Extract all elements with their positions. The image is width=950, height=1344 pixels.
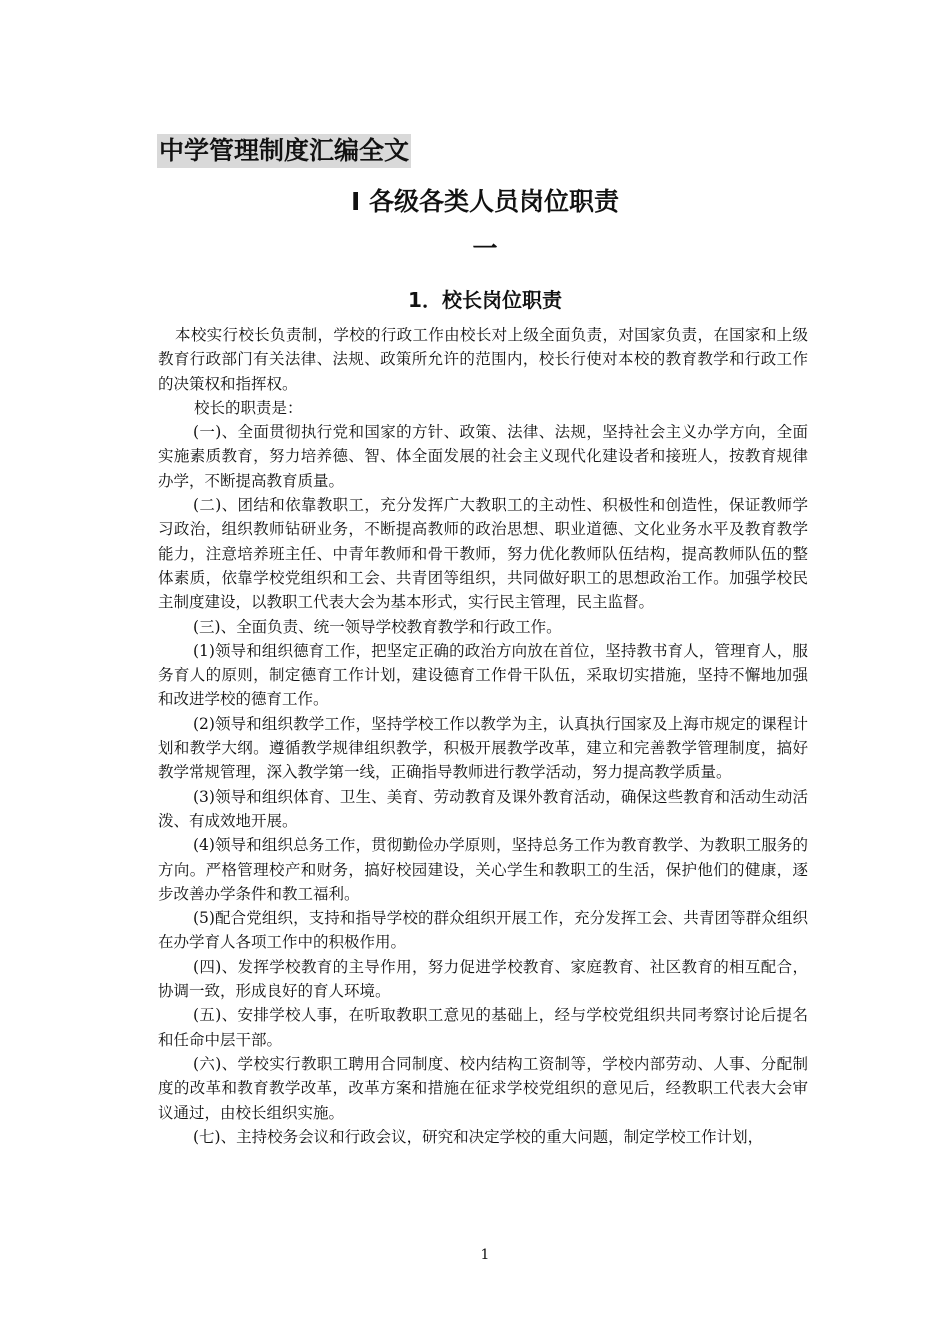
paragraph-duty-3: (三)、全面负责、统一领导学校教育教学和行政工作。 bbox=[193, 617, 562, 636]
paragraph-duty-3-1: (1)领导和组织德育工作，把坚定正确的政治方向放在首位，坚持教书育人，管理育人，服务育人的原则，制定德育工作计划，建设德育工作骨干队伍，采取切实措施，坚持不懈地加强和改进学校的德育工作。 bbox=[158, 641, 808, 709]
paragraph-duty-6: (六)、学校实行教职工聘用合同制度、校内结构工资制等，学校内部劳动、人事、分配制度的改革和教育教学改革，改革方案和措施在征求学校党组织的意见后，经教职工代表大会审议通过，由校长组织实施。 bbox=[158, 1054, 808, 1122]
page-number: 1 bbox=[480, 1247, 490, 1263]
paragraph-duty-3-5: (5)配合党组织，支持和指导学校的群众组织开展工作，充分发挥工会、共青团等群众组织在办学育人各项工作中的积极作用。 bbox=[158, 909, 808, 952]
paragraph-intro: 本校实行校长负责制，学校的行政工作由校长对上级全面负责，对国家负责，在国家和上级教育行政部门有关法律、法规、政策所允许的范围内，校长行使对本校的教育教学和行政工作的决策权和指挥权。 bbox=[158, 326, 808, 393]
part-title: Ⅰ 各级各类人员岗位职责 bbox=[350, 187, 619, 216]
document-title: 中学管理制度汇编全文 bbox=[157, 134, 411, 168]
document-body bbox=[158, 323, 808, 1149]
paragraph-duty-5: (五)、安排学校人事，在听取教职工意见的基础上，经与学校党组织共同考察讨论后提名和任命中层干部。 bbox=[158, 1006, 808, 1049]
paragraph-duty-2: (二)、团结和依靠教职工，充分发挥广大教职工的主动性、积极性和创造性，保证教师学习政治，组织教师钻研业务，不断提高教师的政治思想、职业道德、文化业务水平及教育教学能力，注意培养班主任、中青年教师和骨干教师，努力优化教师队伍结构，提高教师队伍的整体素质，依靠学校党组织和工会、共青团等组织，共同做好职工的思想政治工作。加强学校民主制度建设，以教职工代表大会为基本形式，实行民主管理，民主监督。 bbox=[158, 496, 808, 612]
chapter-mark: 一 bbox=[472, 234, 498, 263]
paragraph-duty-1: (一)、全面贯彻执行党和国家的方针、政策、法律、法规，坚持社会主义办学方向，全面实施素质教育，努力培养德、智、体全面发展的社会主义现代化建设者和接班人，按教育规律办学，不断提高教育质量。 bbox=[158, 423, 808, 490]
paragraph-duty-3-3: (3)领导和组织体育、卫生、美育、劳动教育及课外教育活动，确保这些教育和活动生动活泼、有成效地开展。 bbox=[158, 787, 808, 830]
section-title: 1．校长岗位职责 bbox=[408, 288, 562, 312]
paragraph-duty-7: (七)、主持校务会议和行政会议，研究和决定学校的重大问题，制定学校工作计划， bbox=[193, 1127, 764, 1146]
paragraph-duty-3-2: (2)领导和组织教学工作，坚持学校工作以教学为主，认真执行国家及上海市规定的课程计划和教学大纲。遵循教学规律组织教学，积极开展教学改革，建立和完善教学管理制度，搞好教学常规管理，深入教学第一线，正确指导教师进行教学活动，努力提高教学质量。 bbox=[158, 714, 808, 782]
paragraph-duties-lead: 校长的职责是： bbox=[194, 398, 303, 417]
paragraph-duty-3-4: (4)领导和组织总务工作，贯彻勤俭办学原则，坚持总务工作为教育教学、为教职工服务的方向。严格管理校产和财务，搞好校园建设，关心学生和教职工的生活，保护他们的健康，逐步改善办学条件和教工福利。 bbox=[158, 836, 808, 903]
paragraph-duty-4: (四)、发挥学校教育的主导作用，努力促进学校教育、家庭教育、社区教育的相互配合，协调一致，形成良好的育人环境。 bbox=[158, 957, 808, 1001]
